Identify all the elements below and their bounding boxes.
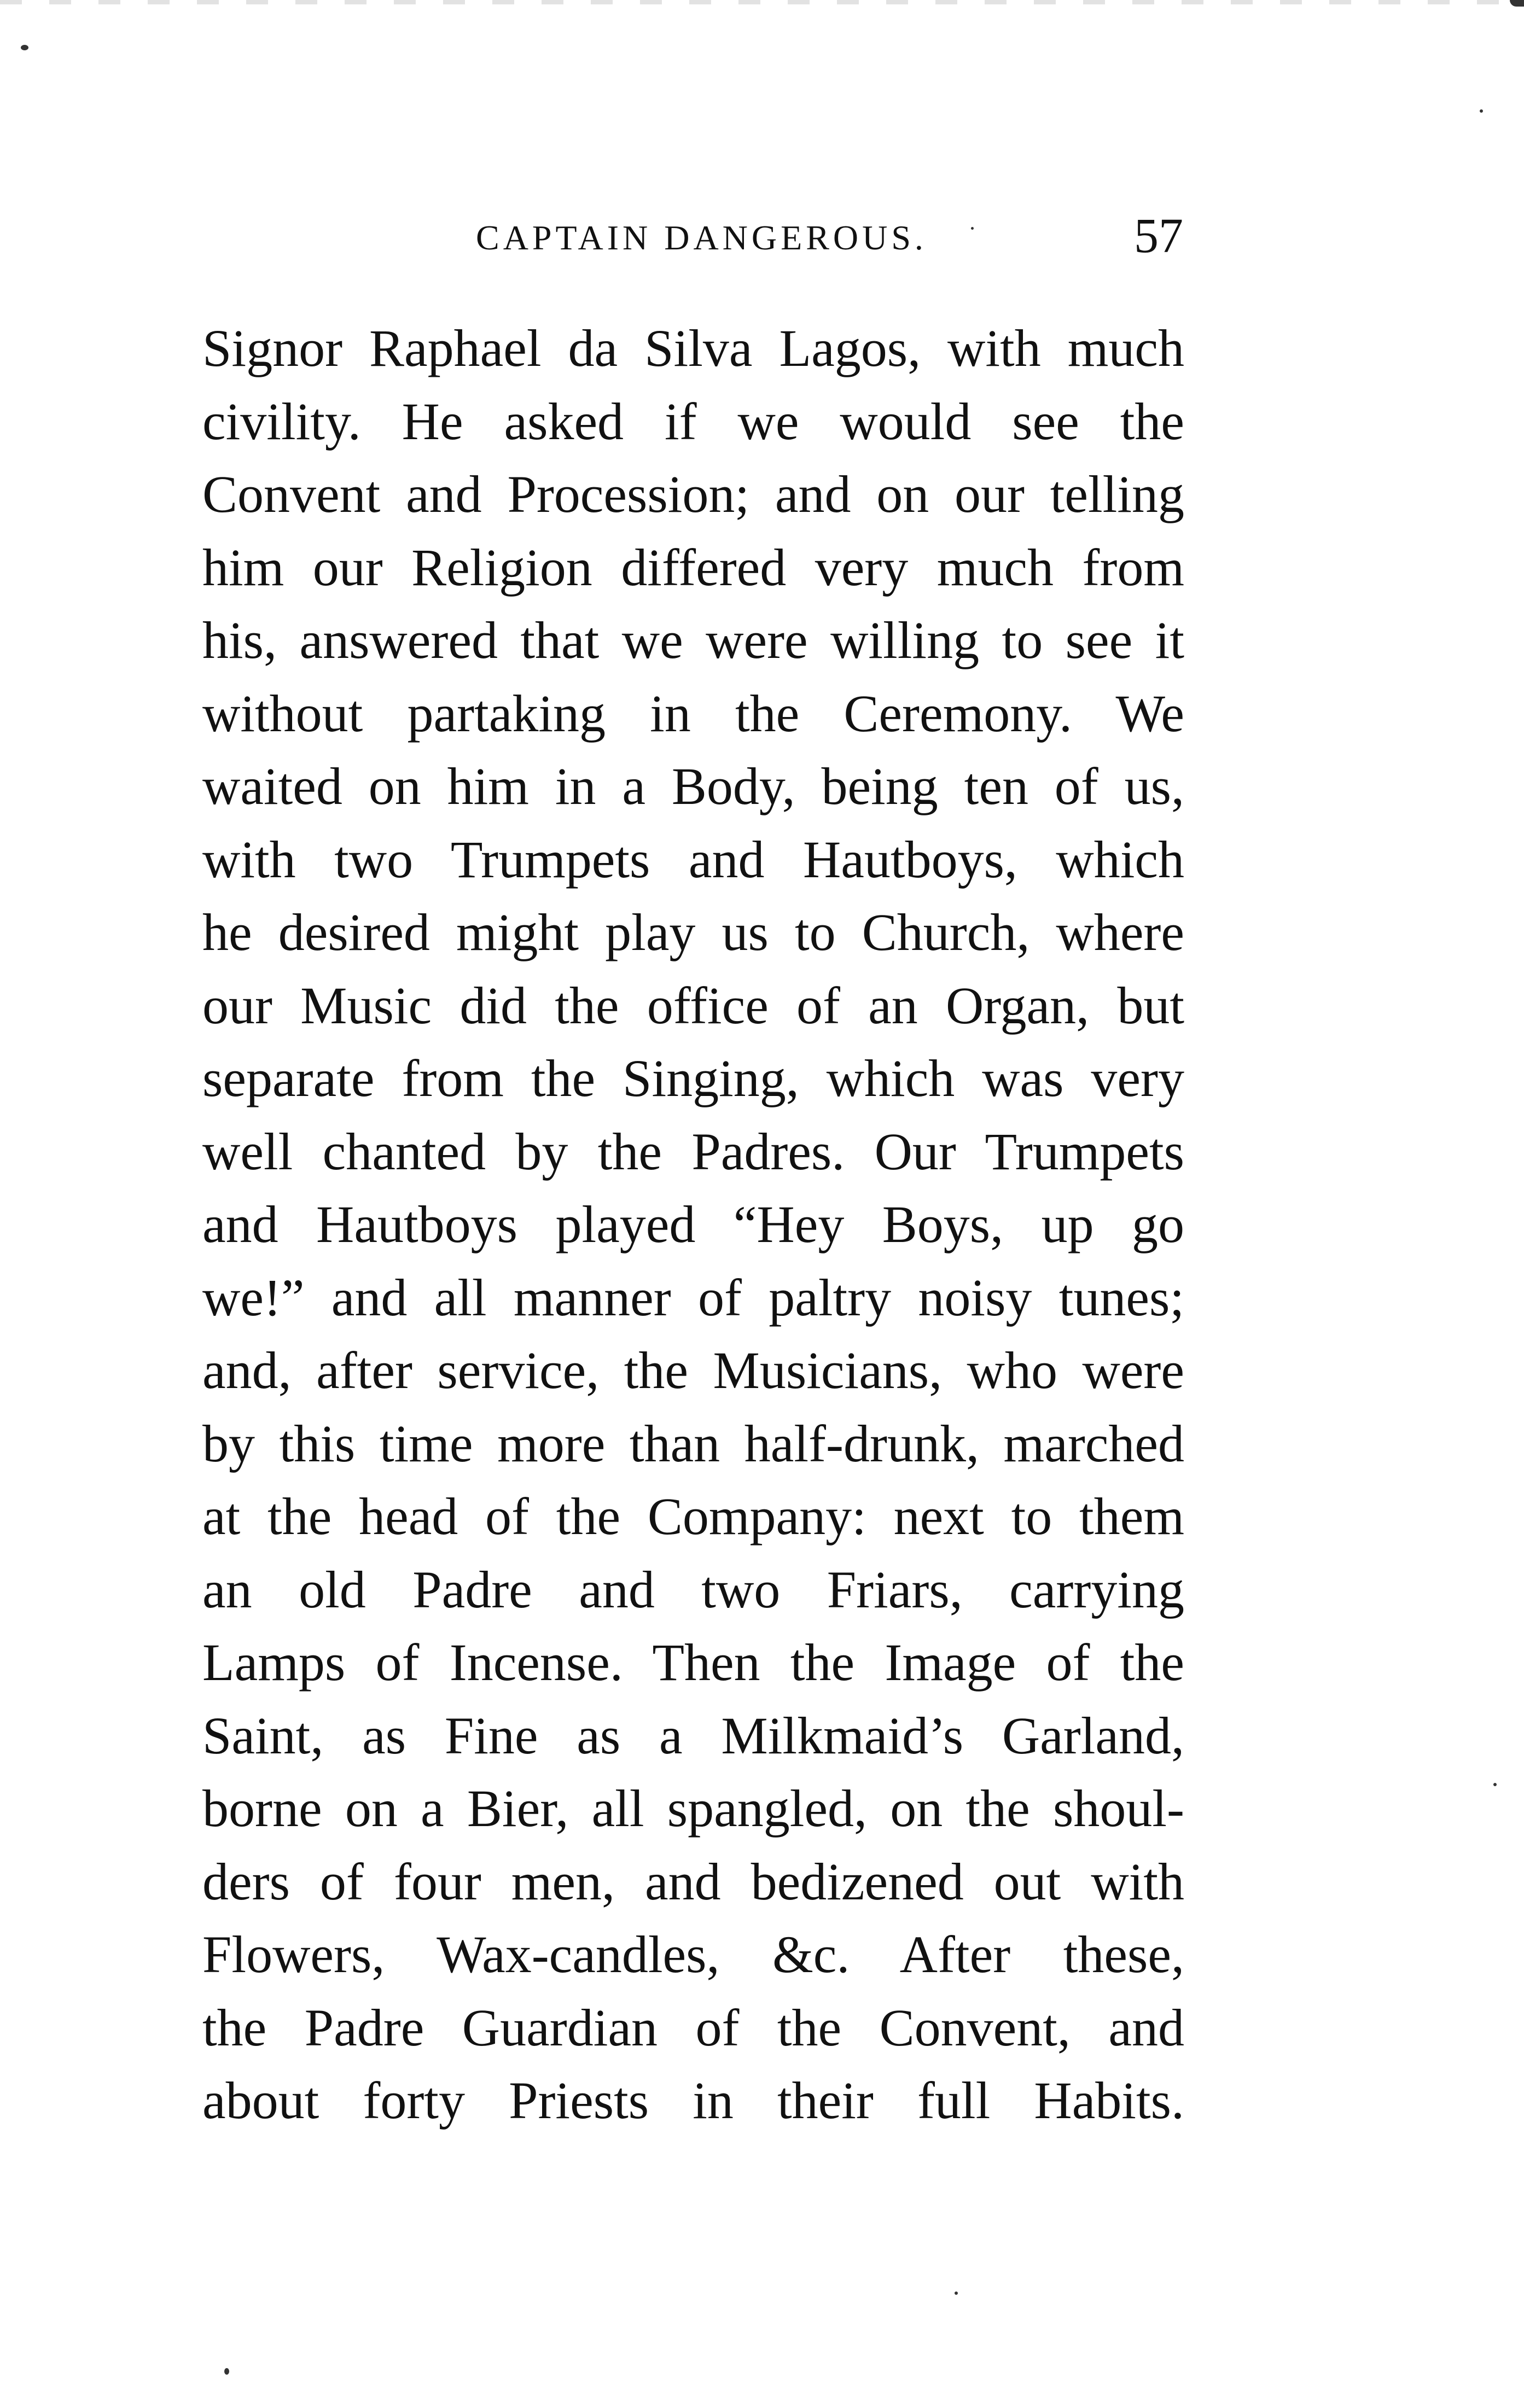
text-line: and Hautboys played “Hey Boys, up go [202, 1195, 1184, 1253]
text-line: borne on a Bier, all spangled, on the shoul- [202, 1779, 1184, 1838]
text-line: waited on him in a Body, being ten of us, [202, 757, 1184, 815]
running-head [202, 211, 1184, 265]
text-line: Saint, as Fine as a Milkmaid’s Garland, [202, 1706, 1184, 1765]
text-line: his, answered that we were willing to see it [202, 611, 1184, 669]
text-line: he desired might play us to Church, where [202, 903, 1184, 961]
scan-speck [955, 2292, 958, 2295]
body-text [202, 312, 1184, 2137]
text-line: at the head of the Company: next to them [202, 1487, 1184, 1546]
text-line: the Padre Guardian of the Convent, and [202, 1998, 1184, 2057]
scan-speck [224, 2368, 229, 2375]
text-line: Lamps of Incense. Then the Image of the [202, 1633, 1184, 1692]
scan-speck [1510, 0, 1524, 7]
text-line: by this time more than half-drunk, marched [202, 1414, 1184, 1473]
text-line: about forty Priests in their full Habits. [202, 2071, 1184, 2130]
text-line: well chanted by the Padres. Our Trumpets [202, 1122, 1184, 1181]
running-title: CAPTAIN DANGEROUS. [476, 218, 927, 257]
text-line: separate from the Singing, which was very [202, 1049, 1184, 1107]
scan-speck [21, 45, 28, 50]
text-line: we!” and all manner of paltry noisy tunes; [202, 1268, 1184, 1327]
text-line: an old Padre and two Friars, carrying [202, 1560, 1184, 1619]
scan-speck [971, 227, 974, 230]
text-line: him our Religion differed very much from [202, 538, 1184, 597]
text-line: Signor Raphael da Silva Lagos, with much [202, 319, 1184, 377]
text-line: civility. He asked if we would see the [202, 392, 1184, 451]
text-line: Flowers, Wax-candles, &c. After these, [202, 1925, 1184, 1984]
text-line: our Music did the office of an Organ, but [202, 976, 1184, 1035]
scan-speck [1493, 1783, 1497, 1786]
text-line: Convent and Procession; and on our telling [202, 465, 1184, 523]
page-number: 57 [1134, 209, 1183, 263]
text-line: without partaking in the Ceremony. We [202, 684, 1184, 743]
scan-edge-artifact [0, 0, 1524, 4]
text-line: ders of four men, and bedizened out with [202, 1852, 1184, 1911]
text-line: with two Trumpets and Hautboys, which [202, 830, 1184, 889]
scan-speck [1480, 109, 1483, 113]
text-line: and, after service, the Musicians, who were [202, 1341, 1184, 1400]
